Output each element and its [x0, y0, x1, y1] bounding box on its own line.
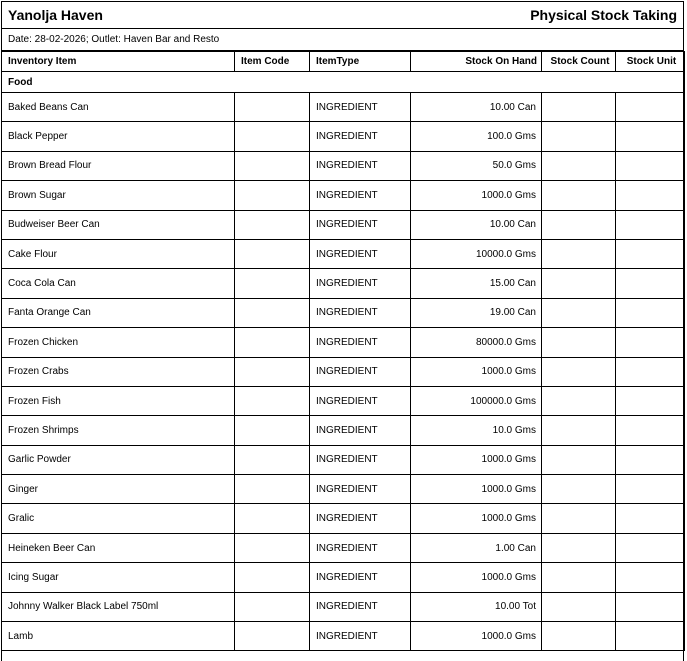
cell-stock-unit[interactable] — [616, 386, 685, 415]
cell-stock-count[interactable] — [542, 181, 616, 210]
cell-item-code — [235, 622, 310, 651]
col-stock-unit: Stock Unit — [616, 52, 685, 72]
cell-stock-count[interactable] — [542, 210, 616, 239]
cell-stock-unit[interactable] — [616, 122, 685, 151]
cell-stock-unit[interactable] — [616, 622, 685, 651]
cell-inventory-item: Baked Beans Can — [2, 93, 235, 122]
cell-item-type: INGREDIENT — [310, 504, 411, 533]
table-header-row — [2, 52, 685, 72]
cell-inventory-item: Frozen Chicken — [2, 328, 235, 357]
cell-stock-on-hand: 1000.0 Gms — [411, 475, 542, 504]
inventory-table — [1, 51, 685, 651]
cell-inventory-item: Frozen Shrimps — [2, 416, 235, 445]
col-item-code: Item Code — [235, 52, 310, 72]
cell-stock-on-hand: 1000.0 Gms — [411, 504, 542, 533]
cell-item-code — [235, 181, 310, 210]
cell-item-code — [235, 386, 310, 415]
cell-stock-unit[interactable] — [616, 328, 685, 357]
cell-stock-count[interactable] — [542, 563, 616, 592]
cell-inventory-item: Brown Sugar — [2, 181, 235, 210]
cell-item-code — [235, 445, 310, 474]
cell-inventory-item: Brown Bread Flour — [2, 151, 235, 180]
cell-item-type: INGREDIENT — [310, 328, 411, 357]
cell-item-code — [235, 122, 310, 151]
cell-stock-on-hand: 1.00 Can — [411, 533, 542, 562]
category-row — [2, 72, 685, 93]
cell-stock-on-hand: 1000.0 Gms — [411, 181, 542, 210]
cell-item-code — [235, 475, 310, 504]
table-row — [2, 328, 685, 357]
cell-inventory-item: Gralic — [2, 504, 235, 533]
cell-stock-unit[interactable] — [616, 445, 685, 474]
cell-stock-unit[interactable] — [616, 93, 685, 122]
cell-item-code — [235, 298, 310, 327]
cell-inventory-item: Johnny Walker Black Label 750ml — [2, 592, 235, 621]
table-row — [2, 210, 685, 239]
table-row — [2, 416, 685, 445]
cell-stock-count[interactable] — [542, 298, 616, 327]
category-label: Food — [2, 72, 685, 93]
cell-stock-unit[interactable] — [616, 504, 685, 533]
table-row — [2, 93, 685, 122]
cell-item-code — [235, 416, 310, 445]
cell-item-code — [235, 357, 310, 386]
cell-item-type: INGREDIENT — [310, 181, 411, 210]
cell-stock-on-hand: 10.0 Gms — [411, 416, 542, 445]
cell-item-type: INGREDIENT — [310, 592, 411, 621]
cell-item-code — [235, 239, 310, 268]
report-header — [2, 2, 683, 29]
cell-stock-on-hand: 80000.0 Gms — [411, 328, 542, 357]
cell-stock-count[interactable] — [542, 592, 616, 621]
cell-item-code — [235, 151, 310, 180]
col-stock-on-hand: Stock On Hand — [411, 52, 542, 72]
cell-inventory-item: Fanta Orange Can — [2, 298, 235, 327]
cell-inventory-item: Ginger — [2, 475, 235, 504]
cell-item-type: INGREDIENT — [310, 269, 411, 298]
cell-item-type: INGREDIENT — [310, 622, 411, 651]
cell-stock-on-hand: 50.0 Gms — [411, 151, 542, 180]
cell-inventory-item: Garlic Powder — [2, 445, 235, 474]
cell-item-code — [235, 269, 310, 298]
table-row — [2, 239, 685, 268]
cell-inventory-item: Budweiser Beer Can — [2, 210, 235, 239]
cell-inventory-item: Heineken Beer Can — [2, 533, 235, 562]
cell-stock-on-hand: 1000.0 Gms — [411, 563, 542, 592]
cell-inventory-item: Black Pepper — [2, 122, 235, 151]
cell-stock-unit[interactable] — [616, 475, 685, 504]
cell-stock-count[interactable] — [542, 475, 616, 504]
cell-stock-unit[interactable] — [616, 563, 685, 592]
cell-item-type: INGREDIENT — [310, 533, 411, 562]
report-meta: Date: 28-02-2026; Outlet: Haven Bar and Resto — [2, 29, 683, 51]
cell-stock-on-hand: 10.00 Can — [411, 93, 542, 122]
cell-item-type: INGREDIENT — [310, 386, 411, 415]
cell-item-type: INGREDIENT — [310, 445, 411, 474]
cell-stock-on-hand: 1000.0 Gms — [411, 622, 542, 651]
table-row — [2, 181, 685, 210]
cell-item-code — [235, 563, 310, 592]
cell-stock-count[interactable] — [542, 122, 616, 151]
cell-item-type: INGREDIENT — [310, 122, 411, 151]
cell-stock-count[interactable] — [542, 328, 616, 357]
cell-stock-unit[interactable] — [616, 181, 685, 210]
table-row — [2, 386, 685, 415]
cell-stock-count[interactable] — [542, 269, 616, 298]
table-row — [2, 445, 685, 474]
cell-stock-unit[interactable] — [616, 239, 685, 268]
col-item-type: ItemType — [310, 52, 411, 72]
table-row — [2, 298, 685, 327]
cell-stock-unit[interactable] — [616, 151, 685, 180]
cell-stock-on-hand: 10.00 Can — [411, 210, 542, 239]
col-inventory-item: Inventory Item — [2, 52, 235, 72]
table-row — [2, 533, 685, 562]
cell-stock-on-hand: 15.00 Can — [411, 269, 542, 298]
cell-inventory-item: Frozen Fish — [2, 386, 235, 415]
cell-inventory-item: Icing Sugar — [2, 563, 235, 592]
stock-taking-sheet — [1, 1, 684, 661]
cell-stock-unit[interactable] — [616, 269, 685, 298]
cell-inventory-item: Coca Cola Can — [2, 269, 235, 298]
cell-item-type: INGREDIENT — [310, 239, 411, 268]
cell-stock-count[interactable] — [542, 622, 616, 651]
table-row — [2, 357, 685, 386]
cell-item-type: INGREDIENT — [310, 151, 411, 180]
cell-stock-on-hand: 10.00 Tot — [411, 592, 542, 621]
table-row — [2, 269, 685, 298]
cell-stock-on-hand: 100.0 Gms — [411, 122, 542, 151]
cell-item-type: INGREDIENT — [310, 298, 411, 327]
table-row — [2, 122, 685, 151]
cell-item-type: INGREDIENT — [310, 563, 411, 592]
cell-stock-on-hand: 1000.0 Gms — [411, 445, 542, 474]
table-row — [2, 592, 685, 621]
table-row — [2, 151, 685, 180]
cell-stock-count[interactable] — [542, 416, 616, 445]
cell-item-type: INGREDIENT — [310, 416, 411, 445]
cell-stock-count[interactable] — [542, 357, 616, 386]
cell-stock-on-hand: 100000.0 Gms — [411, 386, 542, 415]
cell-item-code — [235, 93, 310, 122]
cell-item-type: INGREDIENT — [310, 210, 411, 239]
cell-stock-count[interactable] — [542, 533, 616, 562]
cell-stock-on-hand: 10000.0 Gms — [411, 239, 542, 268]
table-row — [2, 563, 685, 592]
cell-inventory-item: Frozen Crabs — [2, 357, 235, 386]
cell-stock-count[interactable] — [542, 239, 616, 268]
cell-stock-count[interactable] — [542, 445, 616, 474]
table-row — [2, 475, 685, 504]
cell-stock-unit[interactable] — [616, 357, 685, 386]
cell-stock-unit[interactable] — [616, 298, 685, 327]
cell-item-code — [235, 504, 310, 533]
report-title: Physical Stock Taking — [530, 7, 677, 23]
cell-stock-count[interactable] — [542, 151, 616, 180]
cell-stock-on-hand: 19.00 Can — [411, 298, 542, 327]
cell-item-code — [235, 210, 310, 239]
cell-stock-count[interactable] — [542, 504, 616, 533]
cell-inventory-item: Cake Flour — [2, 239, 235, 268]
cell-item-type: INGREDIENT — [310, 357, 411, 386]
table-row — [2, 622, 685, 651]
cell-inventory-item: Lamb — [2, 622, 235, 651]
cell-stock-unit[interactable] — [616, 416, 685, 445]
table-row — [2, 504, 685, 533]
cell-stock-count[interactable] — [542, 93, 616, 122]
cell-item-code — [235, 533, 310, 562]
cell-item-type: INGREDIENT — [310, 475, 411, 504]
company-name: Yanolja Haven — [8, 7, 103, 23]
cell-item-code — [235, 592, 310, 621]
col-stock-count: Stock Count — [542, 52, 616, 72]
cell-item-code — [235, 328, 310, 357]
cell-stock-unit[interactable] — [616, 533, 685, 562]
cell-stock-unit[interactable] — [616, 210, 685, 239]
cell-stock-on-hand: 1000.0 Gms — [411, 357, 542, 386]
cell-stock-count[interactable] — [542, 386, 616, 415]
cell-item-type: INGREDIENT — [310, 93, 411, 122]
cell-stock-unit[interactable] — [616, 592, 685, 621]
